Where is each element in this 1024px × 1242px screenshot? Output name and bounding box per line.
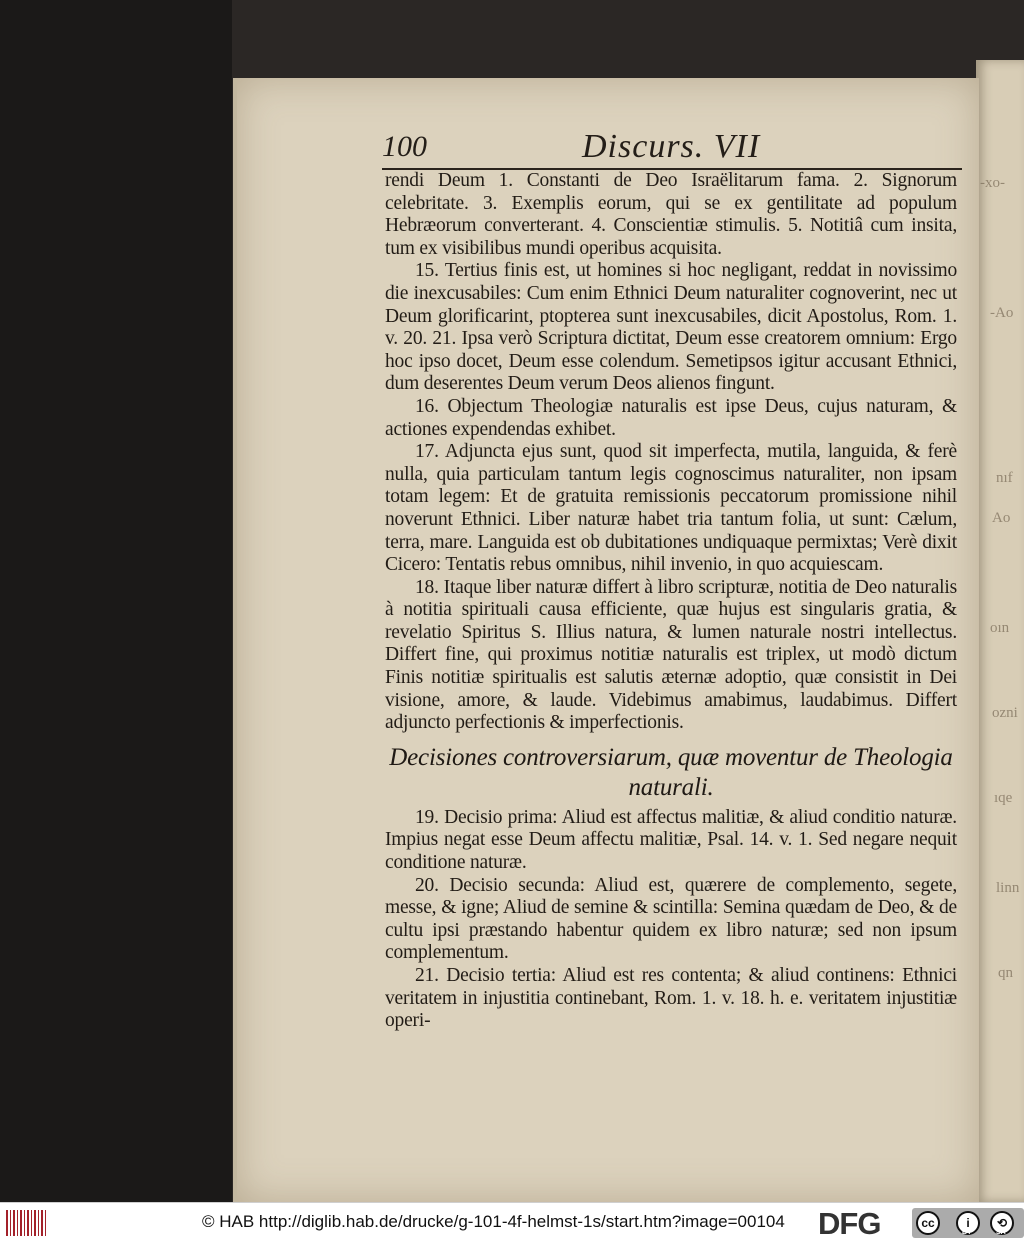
cc-icon: cc [916, 1211, 940, 1235]
page-body [385, 170, 957, 1033]
section-heading: Decisiones controversiarum, quæ moventur de Theologia naturali. [389, 743, 953, 801]
cc-license-badge[interactable] [912, 1208, 1024, 1238]
paragraph: 16. Objectum Theologiæ naturalis est ipse Deus, cujus naturam, & actiones expendendas exhibet. [385, 395, 957, 440]
license-sa-label: SA [996, 1229, 1006, 1236]
paragraph: 18. Itaque liber naturæ differt à libro scripturæ, notitia de Deo naturalis à notitia spirituali causa efficiente, quæ hujus est singularis gratia, & revelatio Spiritus S. Illius natura, & lumen naturale nostri intellectus. Differt fine, qui proximus notitiæ naturalis est triplex, ut modò dictum Finis notitiæ spiritualis est salutis æternæ adoptio, quæ consistit in Dei visione, amore, & laude. Videbimus amabimus, laudabimus. Differt adjuncto perfectionis & imperfectionis. [385, 576, 957, 734]
book-page [233, 78, 979, 1202]
bleed-text: linn [996, 880, 1020, 896]
bleed-text: ıqe [994, 790, 1013, 806]
attribution-icon: i [956, 1211, 980, 1235]
paragraph: 19. Decisio prima: Aliud est affectus malitiæ, & aliud conditio naturæ. Impius negat esse Deum affectu malitiæ, Psal. 14. v. 1. Sed negare nequit conditione naturæ. [385, 806, 957, 874]
paragraph: 20. Decisio secunda: Aliud est, quærere de complemento, segete, messe, & igne; Aliud de semine & scintilla: Semina quædam de Deo, & de cultu ipsi præstando habentur quidem ex libro naturæ; sed non ipsum complementum. [385, 874, 957, 964]
bleed-text: qn [998, 965, 1013, 981]
bleed-text: oın [990, 620, 1010, 636]
paragraph: 15. Tertius finis est, ut homines si hoc negligant, reddat in novissimo die inexcusabiles: Cum enim Ethnici Deum naturaliter cognoverint, nec ut Deum glorificarint, ptopterea sunt inexcusabiles, dicit Apostolus, Rom. 1. v. 20. 21. Ipsa verò Scriptura dictitat, Deum esse creatorem omnium: Ergo hoc ipso docet, Deum esse colendum. Semetipsos igitur accusant Ethnici, dum deserentes Deum verum Deos alienos fingunt. [385, 260, 957, 395]
bleed-text: -Ao [990, 305, 1014, 321]
library-logo-icon [6, 1210, 46, 1236]
adjacent-page-edge [976, 60, 1024, 1202]
running-head: Discurs. VII [582, 128, 761, 165]
share-alike-icon: ⟲ [990, 1211, 1014, 1235]
viewer-footer [0, 1202, 1024, 1242]
license-by-label: BY [962, 1229, 972, 1236]
bleed-text: ozni [992, 705, 1018, 721]
page-header [382, 128, 962, 170]
bleed-text: -xo- [980, 175, 1005, 191]
bleed-text: nıf [996, 470, 1013, 486]
paragraph: rendi Deum 1. Constanti de Deo Israëlitarum fama. 2. Signorum celebritate. 3. Exemplis eorum, qui se ex gentilitate ad populum Hebræorum converterant. 4. Conscientiæ stimulis. 5. Notitiâ cum insita, tum ex visibilibus mundi operibus acquisita. [385, 170, 957, 259]
paragraph: 21. Decisio tertia: Aliud est res contenta; & aliud continens: Ethnici veritatem in injustitia continebant, Rom. 1. v. 18. h. e. veritatem injustitiæ operi- [385, 965, 957, 1032]
dfg-logo: DFG [818, 1206, 881, 1241]
page-number: 100 [382, 130, 427, 163]
bleed-text: Ao [992, 510, 1011, 526]
paragraph: 17. Adjuncta ejus sunt, quod sit imperfecta, mutila, languida, & ferè nulla, quia particulam tantum legis cognoscimus naturaliter, non ipsam totam legem: Et de gratuita remissionis peccatorum promissione nihil noverunt Ethnici. Liber naturæ habet tria tantum folia, ut sunt: Cælum, terra, mare. Languida est ob dubitationes undiquaque permixtas; Verè dixit Cicero: Tentatis rebus omnibus, nihil invenio, in quo acquiescam. [385, 441, 957, 576]
source-credit-link[interactable]: © HAB http://diglib.hab.de/drucke/g-101-4f-helmst-1s/start.htm?image=00104 [202, 1212, 785, 1231]
scan-background [0, 0, 232, 1202]
